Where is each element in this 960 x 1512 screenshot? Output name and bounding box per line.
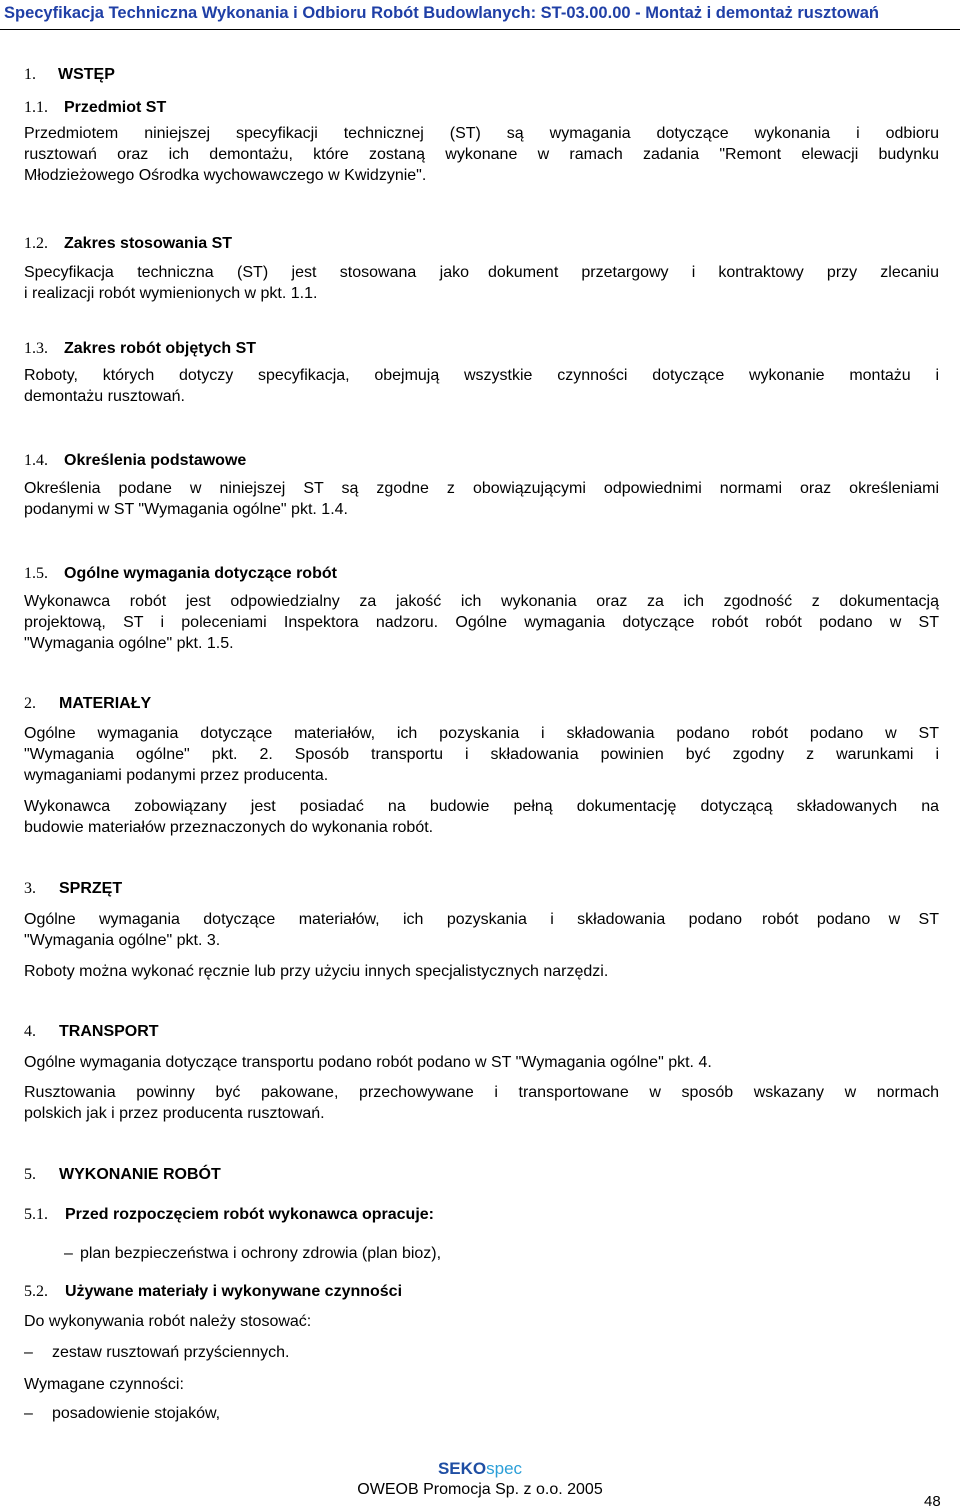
dash-bullet: – <box>24 1405 33 1422</box>
list-item-text: plan bezpieczeństwa i ochrony zdrowia (plan bioz), <box>80 1245 442 1262</box>
text-line: Do wykonywania robót należy stosować: <box>24 1313 312 1330</box>
text-line: "Wymagania ogólne" pkt. 1.5. <box>24 635 234 652</box>
text-fragment: dokument przetargowy i kontraktowy przy zlecaniu <box>488 264 939 281</box>
paragraph-2-1 <box>24 723 939 786</box>
section-title: Określenia podstawowe <box>64 452 247 469</box>
list-item <box>24 1403 220 1425</box>
section-heading-1-5 <box>24 563 939 585</box>
text-fragment: Ogólne wymagania dotyczące materiałów, ich pozyskania i składowania podano <box>24 911 742 928</box>
section-number: 1.1. <box>24 99 48 116</box>
text-line: polskich jak i przez producenta rusztowań. <box>24 1105 325 1122</box>
text-fragment: Specyfikacja techniczna (ST) jest stosowana jako <box>24 264 469 281</box>
paragraph-1-2 <box>24 262 939 304</box>
section-title: WYKONANIE ROBÓT <box>59 1166 221 1183</box>
section-heading-4 <box>24 1021 939 1043</box>
section-heading-1 <box>24 64 939 86</box>
paragraph-3-1 <box>24 909 939 951</box>
section-heading-5-1 <box>24 1204 939 1226</box>
text-line: Określenia podane w niniejszej ST są zgodne z obowiązującymi odpowiednimi normami oraz określeniami <box>24 480 939 497</box>
text-line: "Wymagania ogólne" pkt. 3. <box>24 932 221 949</box>
text-line: rusztowań oraz ich demontażu, które zostaną wykonane w ramach zadania "Remont elewacji budynku <box>24 146 939 163</box>
text-line: Przedmiotem niniejszej specyfikacji technicznej (ST) są wymagania dotyczące wykonania i odbioru <box>24 125 939 142</box>
section-number: 1.2. <box>24 235 48 252</box>
text-line: i realizacji robót wymienionych w pkt. 1.1. <box>24 285 318 302</box>
section-title: SPRZĘT <box>59 880 123 897</box>
text-line: Ogólne wymagania dotyczące transportu podano robót podano w ST "Wymagania ogólne" pkt. 4. <box>24 1054 712 1071</box>
section-number: 2. <box>24 695 36 712</box>
page-number: 48 <box>924 1493 941 1510</box>
text-fragment: robót podano w ST <box>762 911 939 928</box>
paragraph-4-2 <box>24 1082 939 1124</box>
section-heading-1-4 <box>24 450 939 472</box>
section-number: 1. <box>24 66 36 83</box>
text-line: "Wymagania ogólne" pkt. 2. Sposób transportu i składowania powinien być zgodny z warunkami i <box>24 746 939 763</box>
text-line <box>24 262 939 283</box>
section-number: 3. <box>24 880 36 897</box>
text-line: Roboty, których dotyczy specyfikacja, obejmują wszystkie czynności dotyczące wykonanie montażu i <box>24 367 939 384</box>
sekospec-logo <box>0 1459 960 1479</box>
paragraph-1-5 <box>24 591 939 654</box>
paragraph-4-1 <box>24 1052 939 1073</box>
paragraph-1-1 <box>24 123 939 186</box>
text-line: wymaganiami podanymi przez producenta. <box>24 767 329 784</box>
section-title: Zakres robót objętych ST <box>64 340 257 357</box>
section-number: 5.1. <box>24 1206 48 1223</box>
section-number: 1.3. <box>24 340 48 357</box>
dash-bullet: – <box>24 1344 33 1361</box>
list-item-text: zestaw rusztowań przyściennych. <box>52 1344 290 1361</box>
text-line: projektową, ST i poleceniami Inspektora nadzoru. Ogólne wymagania dotyczące robót robót podano w ST <box>24 614 939 631</box>
section-heading-5 <box>24 1164 939 1186</box>
dash-bullet: – <box>64 1245 73 1262</box>
section-heading-1-1 <box>24 97 939 119</box>
section-heading-2 <box>24 693 939 715</box>
paragraph-2-2 <box>24 796 939 838</box>
logo-part-spec: spec <box>486 1459 523 1478</box>
section-number: 1.4. <box>24 452 48 469</box>
text-line: demontażu rusztowań. <box>24 388 185 405</box>
text-line: Rusztowania powinny być pakowane, przechowywane i transportowane w sposób wskazany w normach <box>24 1084 939 1101</box>
text-line: Wykonawca robót jest odpowiedzialny za jakość ich wykonania oraz za ich zgodność z dokumentacją <box>24 593 939 610</box>
section-heading-1-3 <box>24 338 939 360</box>
text-line: Roboty można wykonać ręcznie lub przy użyciu innych specjalistycznych narzędzi. <box>24 963 609 980</box>
section-title: Zakres stosowania ST <box>64 235 233 252</box>
section-title: TRANSPORT <box>59 1023 159 1040</box>
section-heading-5-2 <box>24 1281 939 1303</box>
text-line: Młodzieżowego Ośrodka wychowawczego w Kwidzynie". <box>24 167 427 184</box>
section-title: Ogólne wymagania dotyczące robót <box>64 565 337 582</box>
section-title: MATERIAŁY <box>59 695 152 712</box>
logo-part-seko: SEKO <box>437 1459 487 1478</box>
text-line: podanymi w ST "Wymagania ogólne" pkt. 1.4. <box>24 501 348 518</box>
section-number: 1.5. <box>24 565 48 582</box>
section-number: 4. <box>24 1023 36 1040</box>
section-number: 5.2. <box>24 1283 48 1300</box>
list-item <box>64 1243 441 1265</box>
text-line <box>24 909 939 930</box>
footer-publisher: OWEOB Promocja Sp. z o.o. 2005 <box>357 1481 603 1498</box>
section-heading-3 <box>24 878 939 900</box>
paragraph-5-2-intro2 <box>24 1374 939 1395</box>
paragraph-3-2 <box>24 961 939 982</box>
paragraph-1-4 <box>24 478 939 520</box>
text-line: budowie materiałów przeznaczonych do wykonania robót. <box>24 819 434 836</box>
section-title: WSTĘP <box>58 66 115 83</box>
section-title: Przed rozpoczęciem robót wykonawca opracuje: <box>65 1206 434 1223</box>
paragraph-1-3 <box>24 365 939 407</box>
text-line: Wymagane czynności: <box>24 1376 184 1393</box>
text-line: Wykonawca zobowiązany jest posiadać na budowie pełną dokumentację dotyczącą składowanych na <box>24 798 939 815</box>
paragraph-5-2-intro <box>24 1311 939 1332</box>
section-title: Przedmiot ST <box>64 99 167 116</box>
list-item <box>24 1342 289 1364</box>
section-number: 5. <box>24 1166 36 1183</box>
text-line: Ogólne wymagania dotyczące materiałów, ich pozyskania i składowania podano robót podano w ST <box>24 725 939 742</box>
list-item-text: posadowienie stojaków, <box>52 1405 221 1422</box>
section-heading-1-2 <box>24 233 939 255</box>
section-title: Używane materiały i wykonywane czynności <box>65 1283 403 1300</box>
running-header: Specyfikacja Techniczna Wykonania i Odbioru Robót Budowlanych: ST-03.00.00 - Montaż i demontaż rusztowań <box>0 0 960 30</box>
